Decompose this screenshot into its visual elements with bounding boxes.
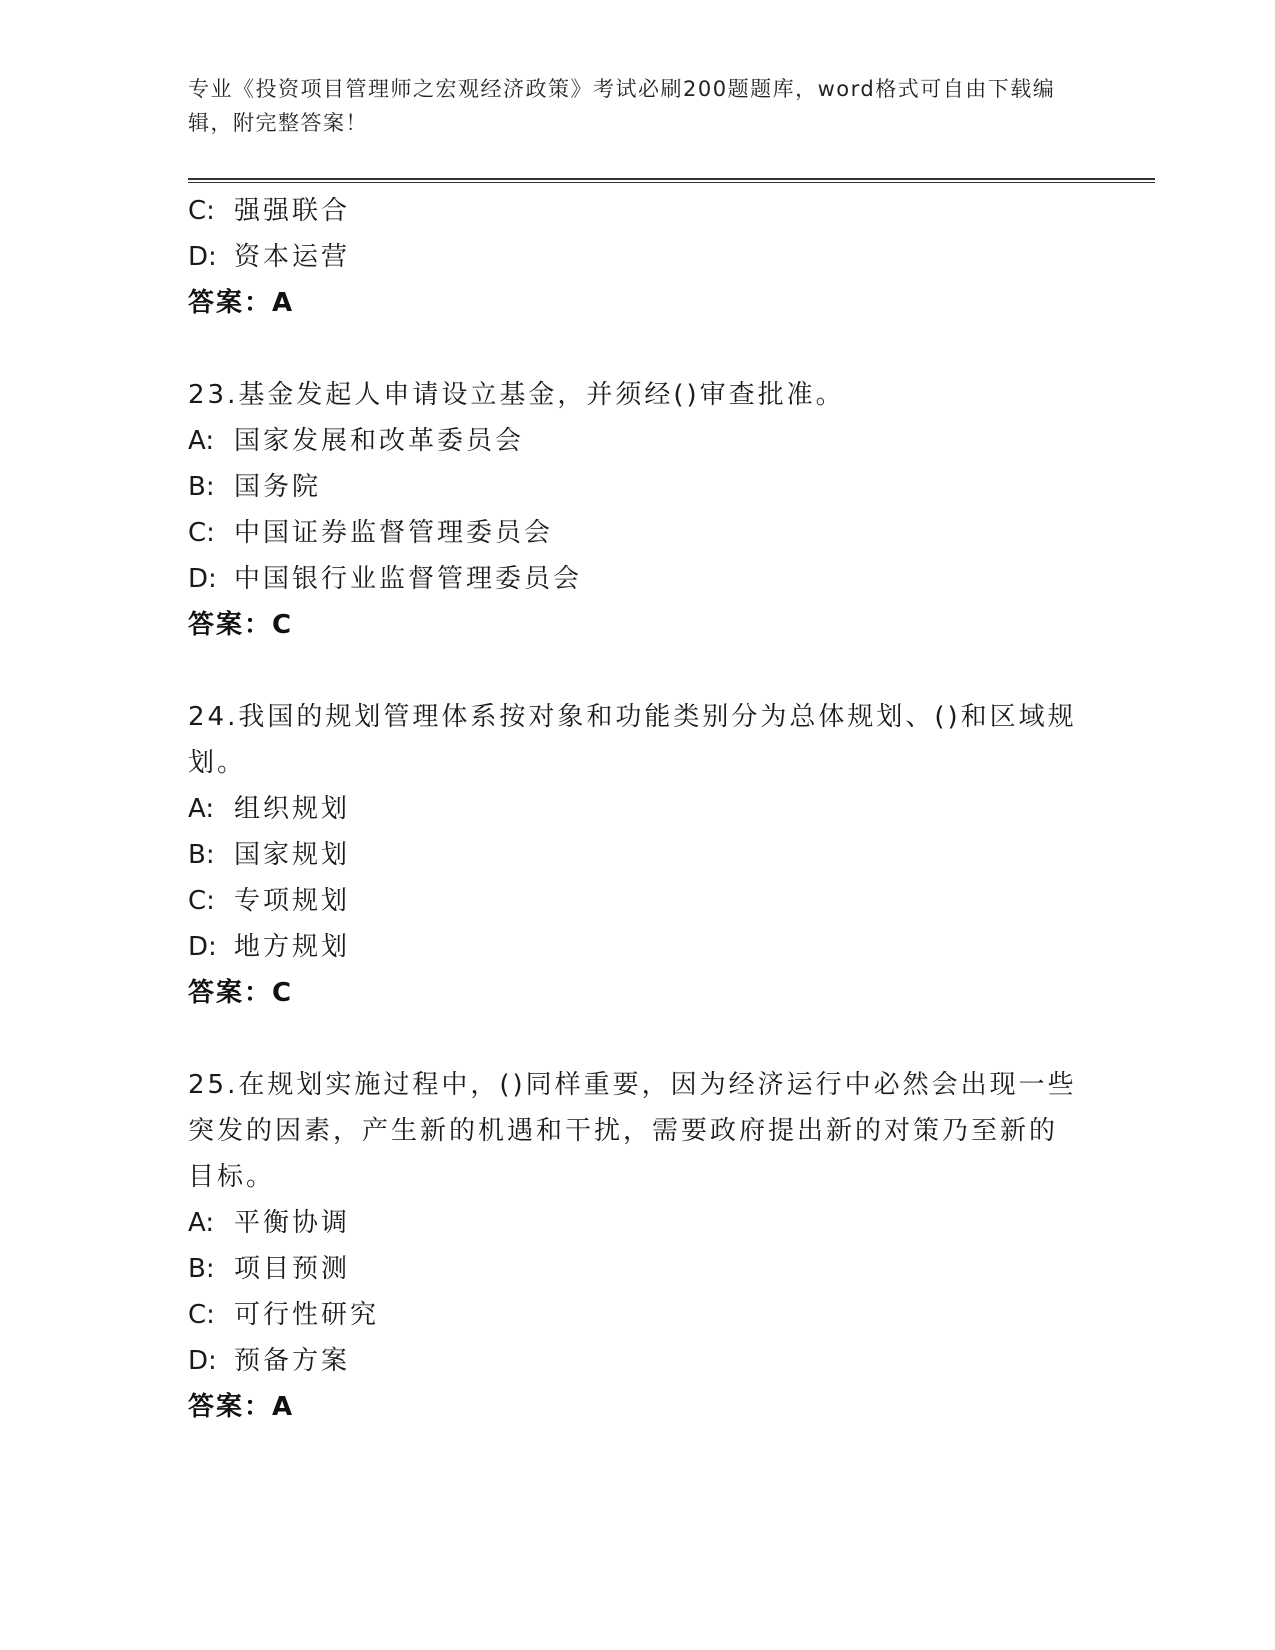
answer-line: 答案：A	[188, 288, 295, 318]
option-text: 国家发展和改革委员会	[234, 426, 525, 456]
option-letter: D:	[188, 242, 217, 272]
answer-line: 答案：A	[188, 1392, 295, 1422]
document-header: 专业《投资项目管理师之宏观经济政策》考试必刷200题题库，word格式可自由下载编辑，附完整答案！	[188, 77, 1056, 135]
option-text: 专项规划	[234, 886, 351, 916]
option-text: 中国证券监督管理委员会	[234, 518, 554, 548]
option-letter: A:	[188, 426, 215, 456]
option-a	[188, 418, 1088, 464]
spacer	[188, 648, 1088, 694]
option-c	[188, 188, 1088, 234]
option-text: 预备方案	[234, 1346, 351, 1376]
question-text: 25.在规划实施过程中，()同样重要，因为经济运行中必然会出现一些突发的因素，产生新的机遇和干扰，需要政府提出新的对策乃至新的目标。	[188, 1070, 1077, 1192]
option-b	[188, 464, 1088, 510]
option-text: 可行性研究	[234, 1300, 380, 1330]
option-text: 平衡协调	[234, 1208, 351, 1238]
option-letter: C:	[188, 1300, 215, 1330]
option-text: 项目预测	[234, 1254, 351, 1284]
option-c	[188, 510, 1088, 556]
option-letter: A:	[188, 1208, 215, 1238]
option-letter: C:	[188, 886, 215, 916]
header-divider	[188, 178, 1155, 183]
option-letter: D:	[188, 1346, 217, 1376]
question-block	[188, 372, 1088, 648]
option-letter: A:	[188, 794, 215, 824]
question-block	[188, 1062, 1088, 1430]
option-text: 国务院	[234, 472, 322, 502]
question-block	[188, 694, 1088, 1016]
option-letter: B:	[188, 1254, 215, 1284]
option-a	[188, 1200, 1088, 1246]
question-text: 23.基金发起人申请设立基金，并须经()审查批准。	[188, 380, 845, 410]
option-d	[188, 1338, 1088, 1384]
option-a	[188, 786, 1088, 832]
spacer	[188, 326, 1088, 372]
option-b	[188, 832, 1088, 878]
option-letter: C:	[188, 196, 215, 226]
option-text: 中国银行业监督管理委员会	[234, 564, 583, 594]
spacer	[188, 1016, 1088, 1062]
option-d	[188, 924, 1088, 970]
option-letter: D:	[188, 932, 217, 962]
option-letter: C:	[188, 518, 215, 548]
option-b	[188, 1246, 1088, 1292]
option-text: 国家规划	[234, 840, 351, 870]
question-list	[188, 188, 1088, 1430]
option-letter: B:	[188, 472, 215, 502]
answer-line: 答案：C	[188, 610, 294, 640]
option-d	[188, 234, 1088, 280]
option-text: 组织规划	[234, 794, 351, 824]
option-c	[188, 1292, 1088, 1338]
option-text: 地方规划	[234, 932, 351, 962]
option-text: 资本运营	[234, 242, 351, 272]
option-letter: D:	[188, 564, 217, 594]
option-d	[188, 556, 1088, 602]
prev-question-block	[188, 188, 1088, 326]
option-text: 强强联合	[234, 196, 351, 226]
option-letter: B:	[188, 840, 215, 870]
option-c	[188, 878, 1088, 924]
answer-line: 答案：C	[188, 978, 294, 1008]
question-text: 24.我国的规划管理体系按对象和功能类别分为总体规划、()和区域规划。	[188, 702, 1077, 778]
